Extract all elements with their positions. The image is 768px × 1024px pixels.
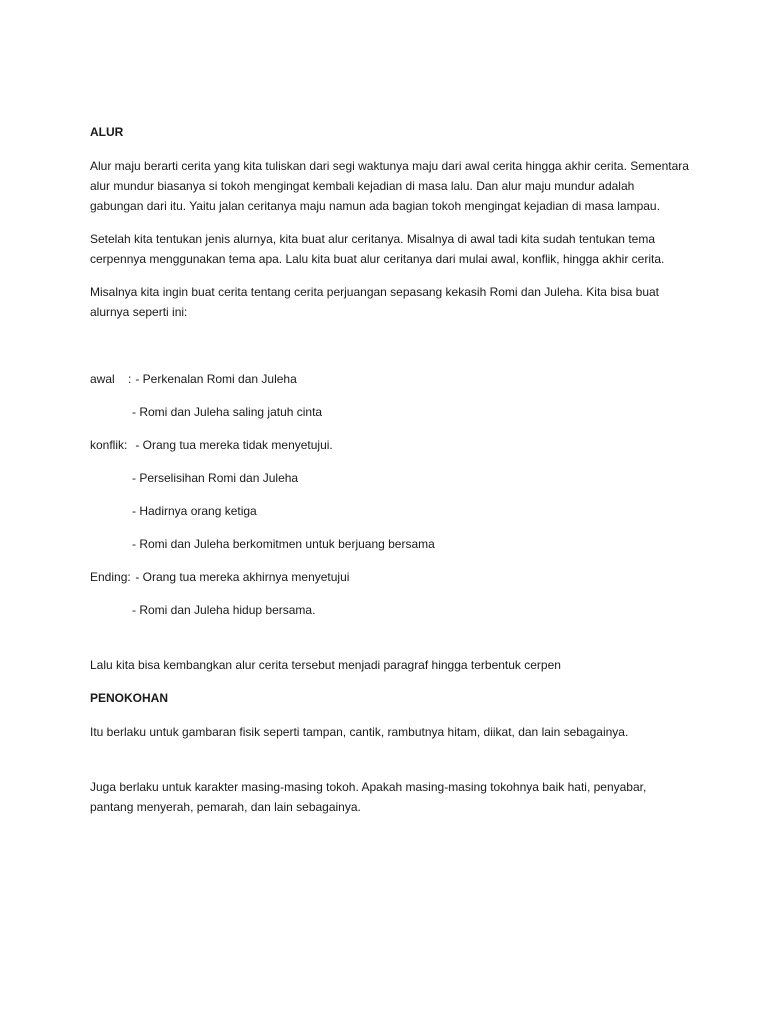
plot-label: Ending: [90,570,131,584]
plot-text: - Romi dan Juleha saling jatuh cinta [132,405,323,419]
spacer [90,755,690,777]
plot-text: - Romi dan Juleha hidup bersama. [132,603,316,617]
plot-label: konflik: [90,438,128,452]
plot-text: - Orang tua mereka akhirnya menyetujui [132,570,350,584]
plot-text: - Hadirnya orang ketiga [132,504,257,518]
spacer [90,633,690,655]
paragraph-penokohan-karakter: Juga berlaku untuk karakter masing-masing tokoh. Apakah masing-masing tokohnya baik hati, penyabar, pantang menyerah, pemarah, dan lain sebagainya. [90,780,647,814]
document-body [90,122,690,830]
plot-row-konflik [90,435,690,455]
paragraph-alur-definition: Alur maju berarti cerita yang kita tuliskan dari segi waktunya maju dari awal cerita hingga akhir cerita. Sementara alur mundur biasanya si tokoh mengingat kembali kejadian di masa lalu. Dan alur maju mundur adalah gabungan dari itu. Yaitu jalan ceritanya maju namun ada bagian tokoh mengingat kejadian di masa lampau. [90,159,689,213]
paragraph-alur-steps: Setelah kita tentukan jenis alurnya, kita buat alur ceritanya. Misalnya di awal tadi kita sudah tentukan tema cerpennya menggunakan tema apa. Lalu kita buat alur ceritanya dari mulai awal, konflik, hingga akhir cerita. [90,232,665,266]
plot-row-sub [90,600,690,620]
plot-row-awal [90,369,690,389]
plot-row-sub [90,402,690,422]
plot-row-ending [90,567,690,587]
plot-text: - Orang tua mereka tidak menyetujui. [132,438,333,452]
plot-label: awal : [90,372,132,386]
section-heading-penokohan: PENOKOHAN [90,691,169,705]
plot-row-sub [90,468,690,488]
paragraph-alur-example: Misalnya kita ingin buat cerita tentang cerita perjuangan sepasang kekasih Romi dan Juleha. Kita bisa buat alurnya seperti ini: [90,285,660,319]
plot-text: - Perselisihan Romi dan Juleha [132,471,299,485]
spacer [90,335,690,369]
paragraph-closing: Lalu kita bisa kembangkan alur cerita tersebut menjadi paragraf hingga terbentuk cerpen [90,658,561,672]
section-heading-alur: ALUR [90,125,124,139]
plot-row-sub [90,534,690,554]
plot-row-sub [90,501,690,521]
plot-text: - Perkenalan Romi dan Juleha [132,372,297,386]
plot-text: - Romi dan Juleha berkomitmen untuk berjuang bersama [132,537,435,551]
paragraph-penokohan-fisik: Itu berlaku untuk gambaran fisik seperti tampan, cantik, rambutnya hitam, diikat, dan lain sebagainya. [90,725,629,739]
